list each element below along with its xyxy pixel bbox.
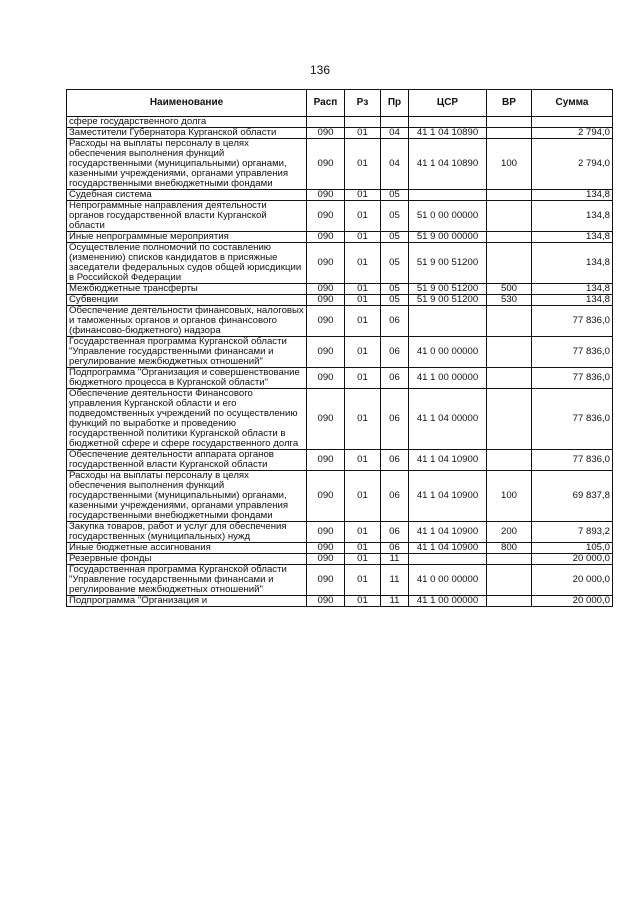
table-row [67, 128, 613, 139]
cell-pr [381, 117, 409, 128]
cell-rasp: 090 [307, 337, 345, 368]
cell-rasp: 090 [307, 389, 345, 450]
table-row [67, 337, 613, 368]
cell-name: Непрограммные направления деятельности органов государственной власти Курганской области [67, 201, 307, 232]
cell-rz: 01 [345, 190, 381, 201]
cell-name: Закупка товаров, работ и услуг для обеспечения государственных (муниципальных) нужд [67, 522, 307, 543]
cell-vr [487, 337, 532, 368]
cell-csr: 41 1 00 00000 [409, 368, 487, 389]
cell-vr: 100 [487, 139, 532, 190]
cell-csr [409, 306, 487, 337]
cell-rasp: 090 [307, 522, 345, 543]
table-row [67, 471, 613, 522]
table-row [67, 554, 613, 565]
cell-pr: 06 [381, 337, 409, 368]
cell-name: Межбюджетные трансферты [67, 284, 307, 295]
cell-csr: 41 1 04 10900 [409, 450, 487, 471]
cell-pr: 04 [381, 128, 409, 139]
table-row [67, 117, 613, 128]
cell-csr: 41 1 04 00000 [409, 389, 487, 450]
cell-vr [487, 554, 532, 565]
cell-pr: 05 [381, 190, 409, 201]
cell-csr: 41 0 00 00000 [409, 565, 487, 596]
cell-rz: 01 [345, 389, 381, 450]
cell-pr: 05 [381, 201, 409, 232]
cell-csr: 41 0 00 00000 [409, 337, 487, 368]
table-row [67, 306, 613, 337]
header-pr: Пр [381, 90, 409, 117]
cell-rasp: 090 [307, 565, 345, 596]
table-row [67, 232, 613, 243]
cell-name: Расходы на выплаты персоналу в целях обеспечения выполнения функций государственными (муниципальными) органами, казенными учреждениями, органами управления государственными внебюджетными фондами [67, 471, 307, 522]
cell-name: Резервные фонды [67, 554, 307, 565]
cell-csr: 41 1 04 10900 [409, 522, 487, 543]
cell-vr [487, 201, 532, 232]
cell-pr: 11 [381, 565, 409, 596]
cell-name: сфере государственного долга [67, 117, 307, 128]
cell-rasp: 090 [307, 139, 345, 190]
cell-rz: 01 [345, 284, 381, 295]
cell-name: Осуществление полномочий по составлению (изменению) списков кандидатов в присяжные заседатели федеральных судов общей юрисдикции в Российской Федерации [67, 243, 307, 284]
cell-vr: 200 [487, 522, 532, 543]
table-row [67, 243, 613, 284]
cell-csr: 41 1 04 10890 [409, 139, 487, 190]
cell-csr: 51 9 00 00000 [409, 232, 487, 243]
cell-rz: 01 [345, 295, 381, 306]
cell-rz: 01 [345, 471, 381, 522]
cell-sum: 77 836,0 [532, 337, 613, 368]
cell-pr: 06 [381, 450, 409, 471]
cell-csr: 51 9 00 51200 [409, 295, 487, 306]
cell-rasp: 090 [307, 232, 345, 243]
cell-vr: 100 [487, 471, 532, 522]
table-row [67, 543, 613, 554]
cell-csr: 41 1 04 10890 [409, 128, 487, 139]
cell-sum: 77 836,0 [532, 368, 613, 389]
cell-rasp [307, 117, 345, 128]
cell-rz: 01 [345, 232, 381, 243]
cell-sum: 20 000,0 [532, 596, 613, 607]
cell-name: Обеспечение деятельности аппарата органов государственной власти Курганской области [67, 450, 307, 471]
cell-rasp: 090 [307, 596, 345, 607]
cell-pr: 05 [381, 243, 409, 284]
cell-rasp: 090 [307, 554, 345, 565]
cell-pr: 06 [381, 471, 409, 522]
cell-rasp: 090 [307, 450, 345, 471]
cell-rz: 01 [345, 128, 381, 139]
cell-sum: 134,8 [532, 232, 613, 243]
header-rasp: Расп [307, 90, 345, 117]
cell-rasp: 090 [307, 306, 345, 337]
cell-name: Обеспечение деятельности финансовых, налоговых и таможенных органов и органов финансового (финансово-бюджетного) надзора [67, 306, 307, 337]
cell-vr [487, 368, 532, 389]
table-row [67, 389, 613, 450]
table-row [67, 190, 613, 201]
cell-pr: 05 [381, 232, 409, 243]
table-body [67, 117, 613, 607]
cell-name: Государственная программа Курганской области "Управление государственными финансами и регулирование межбюджетных отношений" [67, 565, 307, 596]
cell-pr: 06 [381, 306, 409, 337]
cell-sum: 7 893,2 [532, 522, 613, 543]
cell-rasp: 090 [307, 471, 345, 522]
cell-csr [409, 117, 487, 128]
cell-vr [487, 450, 532, 471]
cell-rz: 01 [345, 554, 381, 565]
cell-pr: 06 [381, 543, 409, 554]
cell-name: Судебная система [67, 190, 307, 201]
cell-pr: 04 [381, 139, 409, 190]
cell-sum: 2 794,0 [532, 128, 613, 139]
cell-rasp: 090 [307, 295, 345, 306]
cell-rz: 01 [345, 450, 381, 471]
cell-csr: 41 1 04 10900 [409, 543, 487, 554]
cell-pr: 11 [381, 554, 409, 565]
cell-rz: 01 [345, 306, 381, 337]
cell-pr: 06 [381, 389, 409, 450]
cell-name: Подпрограмма "Организация и совершенствование бюджетного процесса в Курганской области" [67, 368, 307, 389]
cell-rasp: 090 [307, 543, 345, 554]
page-number: 136 [309, 63, 331, 77]
cell-csr: 41 1 00 00000 [409, 596, 487, 607]
table-row [67, 284, 613, 295]
cell-name: Заместители Губернатора Курганской области [67, 128, 307, 139]
cell-sum: 20 000,0 [532, 554, 613, 565]
cell-sum: 134,8 [532, 190, 613, 201]
header-sum: Сумма [532, 90, 613, 117]
cell-rasp: 090 [307, 284, 345, 295]
table-row [67, 565, 613, 596]
table-row [67, 522, 613, 543]
cell-vr [487, 232, 532, 243]
cell-csr: 51 0 00 00000 [409, 201, 487, 232]
budget-table [66, 89, 613, 607]
cell-vr [487, 306, 532, 337]
cell-pr: 05 [381, 295, 409, 306]
cell-rz: 01 [345, 596, 381, 607]
cell-pr: 05 [381, 284, 409, 295]
cell-csr [409, 554, 487, 565]
header-vr: ВР [487, 90, 532, 117]
table-row [67, 295, 613, 306]
cell-csr [409, 190, 487, 201]
cell-name: Подпрограмма "Организация и [67, 596, 307, 607]
cell-rz: 01 [345, 565, 381, 596]
cell-sum: 77 836,0 [532, 450, 613, 471]
cell-sum: 69 837,8 [532, 471, 613, 522]
cell-sum: 134,8 [532, 284, 613, 295]
header-csr: ЦСР [409, 90, 487, 117]
cell-sum: 134,8 [532, 201, 613, 232]
cell-name: Субвенции [67, 295, 307, 306]
cell-sum: 20 000,0 [532, 565, 613, 596]
cell-name: Обеспечение деятельности Финансового управления Курганской области и его подведомственных учреждений по осуществлению функций по выработке и проведению государственной политики Курганской области в бюджетной сфере и сфере государственного долга [67, 389, 307, 450]
cell-vr [487, 128, 532, 139]
cell-rasp: 090 [307, 190, 345, 201]
cell-vr [487, 243, 532, 284]
cell-name: Расходы на выплаты персоналу в целях обеспечения выполнения функций государственными (муниципальными) органами, казенными учреждениями, органами управления государственными внебюджетными фондами [67, 139, 307, 190]
cell-csr: 51 9 00 51200 [409, 284, 487, 295]
cell-sum: 77 836,0 [532, 306, 613, 337]
cell-rz [345, 117, 381, 128]
cell-pr: 11 [381, 596, 409, 607]
table-row [67, 368, 613, 389]
cell-name: Государственная программа Курганской области "Управление государственными финансами и регулирование межбюджетных отношений" [67, 337, 307, 368]
cell-vr: 500 [487, 284, 532, 295]
cell-vr [487, 565, 532, 596]
cell-vr: 800 [487, 543, 532, 554]
table-row [67, 596, 613, 607]
cell-rz: 01 [345, 543, 381, 554]
table-row [67, 450, 613, 471]
table-row [67, 139, 613, 190]
cell-pr: 06 [381, 368, 409, 389]
cell-csr: 51 9 00 51200 [409, 243, 487, 284]
cell-rasp: 090 [307, 201, 345, 232]
cell-name: Иные непрограммные мероприятия [67, 232, 307, 243]
cell-rz: 01 [345, 201, 381, 232]
cell-vr: 530 [487, 295, 532, 306]
cell-vr [487, 190, 532, 201]
cell-rz: 01 [345, 337, 381, 368]
cell-rz: 01 [345, 139, 381, 190]
table-row [67, 201, 613, 232]
cell-rz: 01 [345, 522, 381, 543]
cell-sum: 105,0 [532, 543, 613, 554]
header-row [67, 90, 613, 117]
cell-rz: 01 [345, 368, 381, 389]
cell-csr: 41 1 04 10900 [409, 471, 487, 522]
cell-sum: 2 794,0 [532, 139, 613, 190]
cell-vr [487, 596, 532, 607]
cell-vr [487, 117, 532, 128]
header-rz: Рз [345, 90, 381, 117]
cell-rasp: 090 [307, 368, 345, 389]
cell-rasp: 090 [307, 128, 345, 139]
cell-rasp: 090 [307, 243, 345, 284]
cell-sum: 134,8 [532, 295, 613, 306]
cell-sum [532, 117, 613, 128]
cell-vr [487, 389, 532, 450]
cell-name: Иные бюджетные ассигнования [67, 543, 307, 554]
cell-rz: 01 [345, 243, 381, 284]
cell-sum: 134,8 [532, 243, 613, 284]
cell-sum: 77 836,0 [532, 389, 613, 450]
header-name: Наименование [67, 90, 307, 117]
cell-pr: 06 [381, 522, 409, 543]
